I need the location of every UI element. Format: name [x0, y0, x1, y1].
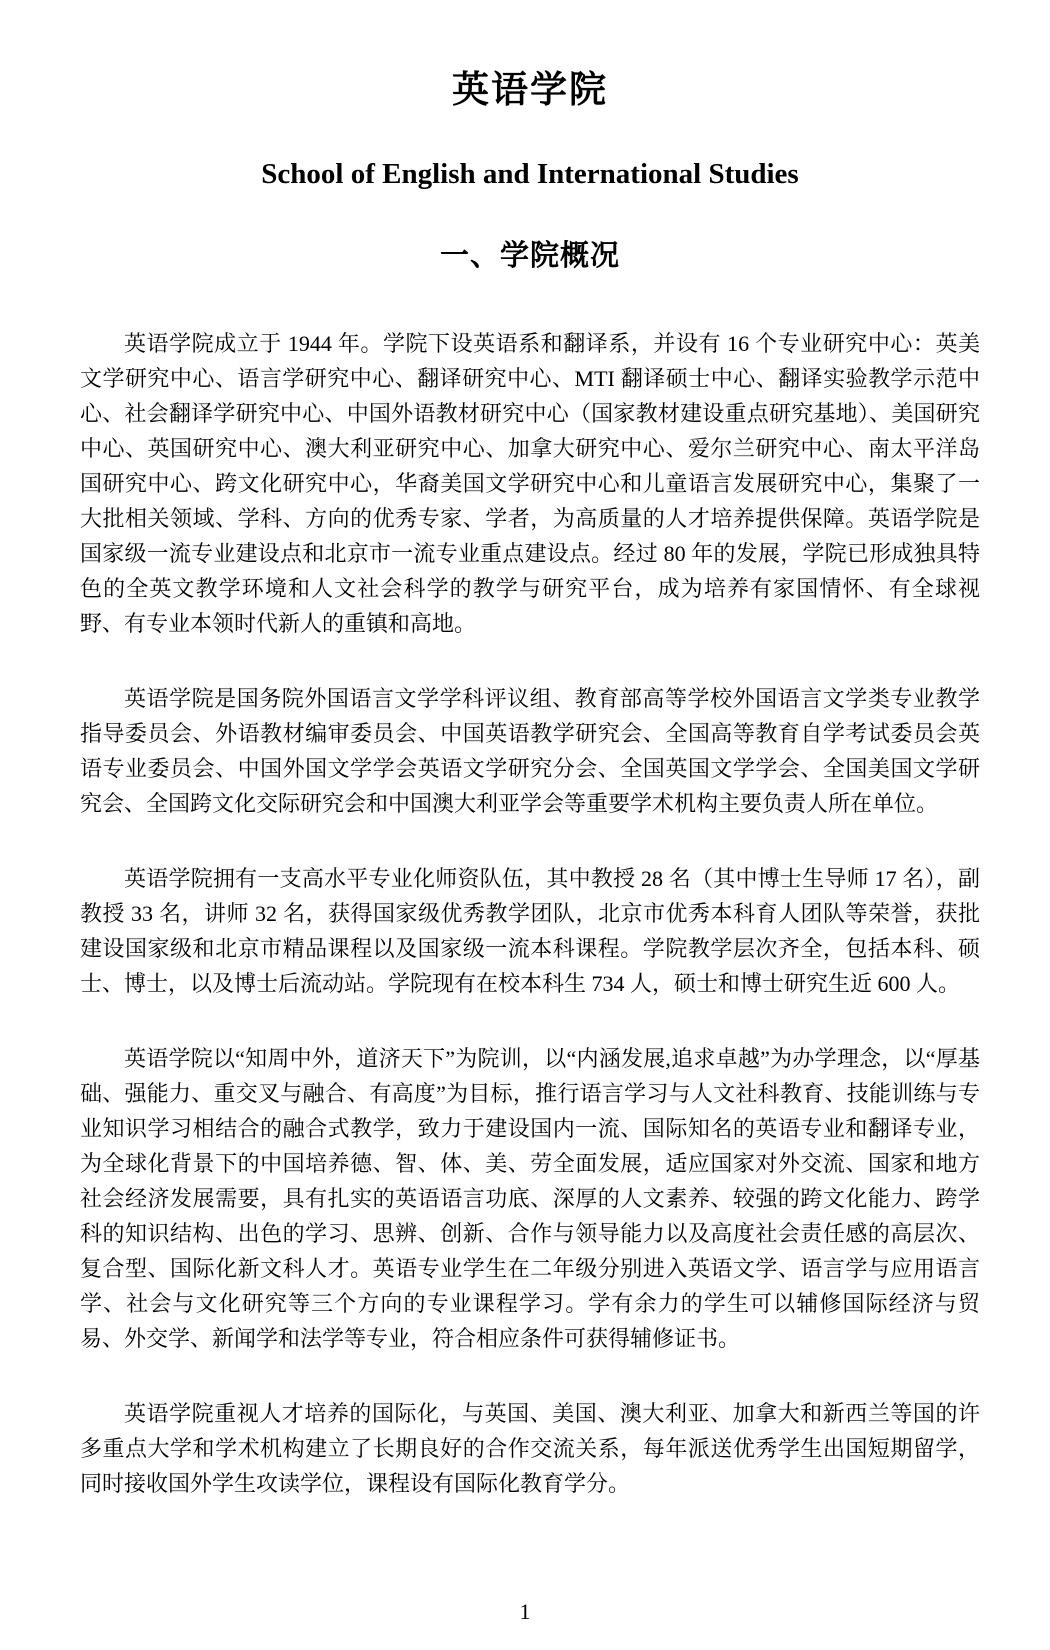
- section-heading-overview: 一、学院概况: [439, 240, 620, 272]
- page-subtitle-english: School of English and International Studies: [261, 158, 799, 190]
- document-body: [80, 326, 980, 1501]
- page-title: 英语学院: [452, 69, 608, 110]
- paragraph-faculty-students: 英语学院拥有一支高水平专业化师资队伍，其中教授 28 名（其中博士生导师 17 名），副教授 33 名，讲师 32 名，获得国家级优秀教学团队，北京市优秀本科育人团队等荣誉，获批建设国家级和北京市精品课程以及国家级一流本科课程。学院教学层次齐全，包括本科、硕士、博士，以及博士后流动站。学院现有在校本科生 734 人，硕士和博士研究生近 600 人。: [80, 866, 980, 996]
- paragraph-academic-organizations: 英语学院是国务院外国语言文学学科评议组、教育部高等学校外国语言文学类专业教学指导委员会、外语教材编审委员会、中国英语教学研究会、全国高等教育自学考试委员会英语专业委员会、中国外国文学学会英语文学研究分会、全国英国文学学会、全国美国文学研究会、全国跨文化交际研究会和中国澳大利亚学会等重要学术机构主要负责人所在单位。: [80, 686, 980, 816]
- paragraph-history-centers: 英语学院成立于 1944 年。学院下设英语系和翻译系，并设有 16 个专业研究中心：英美文学研究中心、语言学研究中心、翻译研究中心、MTI 翻译硕士中心、翻译实验教学示范中心、社会翻译学研究中心、中国外语教材研究中心（国家教材建设重点研究基地）、美国研究中心、英国研究中心、澳大利亚研究中心、加拿大研究中心、爱尔兰研究中心、南太平洋岛国研究中心、跨文化研究中心，华裔美国文学研究中心和儿童语言发展研究中心，集聚了一大批相关领域、学科、方向的优秀专家、学者，为高质量的人才培养提供保障。英语学院是国家级一流专业建设点和北京市一流专业重点建设点。经过 80 年的发展，学院已形成独具特色的全英文教学环境和人文社会科学的教学与研究平台，成为培养有家国情怀、有全球视野、有专业本领时代新人的重镇和高地。: [80, 331, 980, 636]
- paragraph-motto-training: 英语学院以“知周中外，道济天下”为院训，以“内涵发展,追求卓越”为办学理念，以“厚基础、强能力、重交叉与融合、有高度”为目标，推行语言学习与人文社科教育、技能训练与专业知识学习相结合的融合式教学，致力于建设国内一流、国际知名的英语专业和翻译专业，为全球化背景下的中国培养德、智、体、美、劳全面发展，适应国家对外交流、国家和地方社会经济发展需要，具有扎实的英语语言功底、深厚的人文素养、较强的跨文化能力、跨学科的知识结构、出色的学习、思辨、创新、合作与领导能力以及高度社会责任感的高层次、复合型、国际化新文科人才。英语专业学生在二年级分别进入英语文学、语言学与应用语言学、社会与文化研究等三个方向的专业课程学习。学有余力的学生可以辅修国际经济与贸易、外交学、新闻学和法学等专业，符合相应条件可获得辅修证书。: [80, 1046, 980, 1351]
- page-number: 1: [519, 1599, 531, 1624]
- paragraph-internationalization: 英语学院重视人才培养的国际化，与英国、美国、澳大利亚、加拿大和新西兰等国的许多重点大学和学术机构建立了长期良好的合作交流关系，每年派送优秀学生出国短期留学，同时接收国外学生攻读学位，课程设有国际化教育学分。: [80, 1401, 980, 1496]
